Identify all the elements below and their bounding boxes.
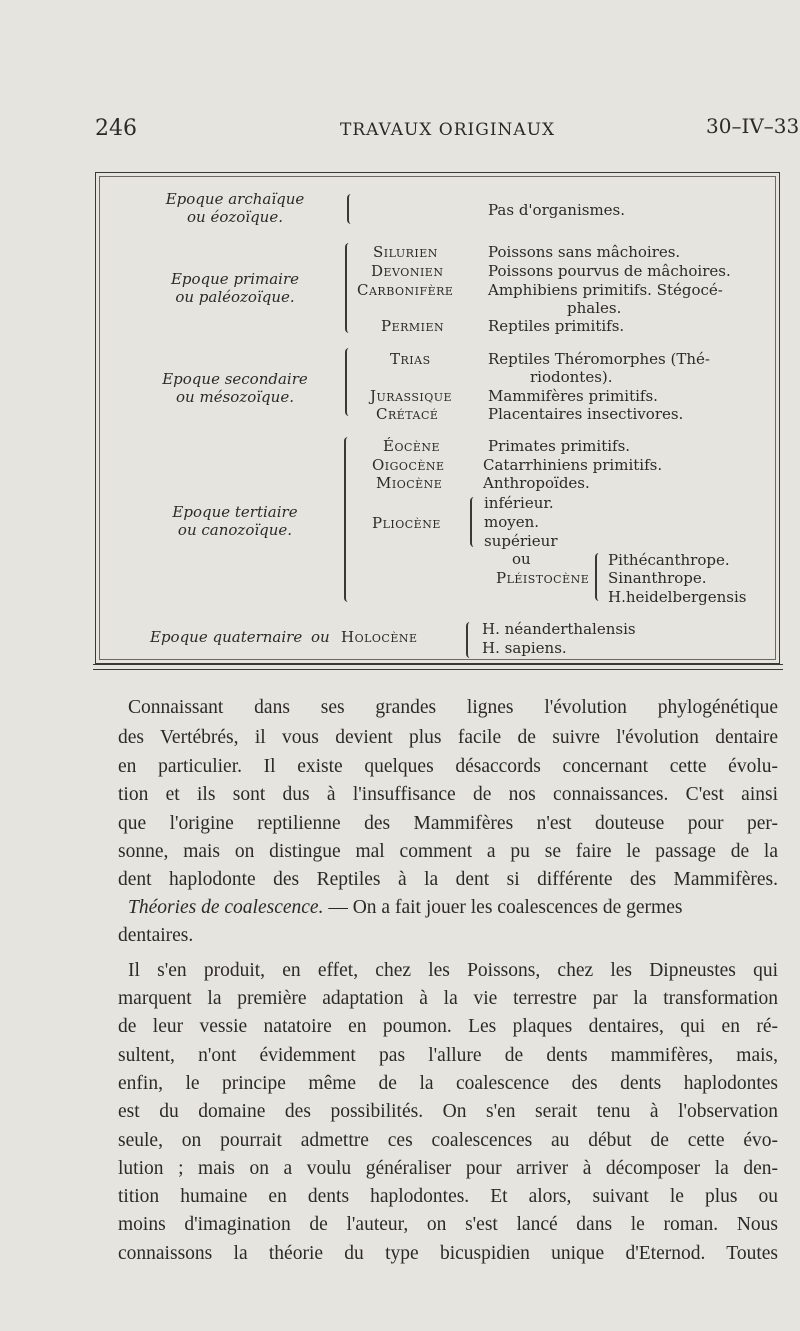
period-permien: Permien (381, 317, 445, 335)
period-oligocene: Oigocène (372, 456, 445, 474)
desc-line: Primates primitifs. (488, 437, 631, 455)
hominid: Pithécanthrope. (608, 551, 730, 569)
brace (466, 622, 474, 658)
period-devonien: Devonien (371, 262, 444, 280)
epoch-primary-label-1: Epoque primaire (170, 270, 300, 288)
pliocene-part: inférieur. (484, 494, 554, 512)
epoch-tertiary-label-2: ou canozoïque. (177, 521, 293, 539)
desc-line: riodontes). (530, 368, 613, 386)
brace (345, 348, 353, 416)
species: H. sapiens. (482, 639, 567, 657)
period-cretace: Crétacé (376, 405, 439, 423)
text-line: marquent la première adaptation à la vie terrestre par la transformation (118, 988, 778, 1009)
section-rest: — On a fait jouer les coalescences de germes (323, 897, 683, 918)
desc-line: Poissons pourvus de mâchoires. (488, 262, 731, 280)
pliocene-or: ou (512, 550, 531, 568)
desc-line: Reptiles primitifs. (488, 317, 625, 335)
period-pleistocene: Pléistocène (496, 569, 590, 587)
epoch-primary-label-2: ou paléozoïque. (175, 288, 295, 306)
section-heading-line (128, 897, 778, 919)
text-line: des Vertébrés, il vous devient plus facile de suivre l'évolution dentaire (118, 727, 778, 748)
pliocene-part: moyen. (484, 513, 540, 531)
desc-line: phales. (567, 299, 622, 317)
epoch-archaic-label-1: Epoque archaïque (165, 190, 305, 208)
running-title: TRAVAUX ORIGINAUX (340, 120, 556, 140)
period-pliocene: Pliocène (372, 514, 441, 532)
period-eocene: Éocène (383, 437, 441, 455)
desc-line: Catarrhiniens primitifs. (483, 456, 663, 474)
epoch-secondary-label-2: ou mésozoïque. (176, 388, 294, 406)
quaternary-ou: ou (311, 628, 330, 646)
brace (345, 243, 353, 333)
text-line: moins d'imagination de l'auteur, on s'est lancé dans le roman. Nous (118, 1214, 778, 1235)
archaic-description: Pas d'organismes. (488, 201, 626, 219)
text-line: tition humaine en dents haplodontes. Et alors, suivant le plus ou (118, 1186, 778, 1207)
hominid: Sinanthrope. (608, 569, 707, 587)
pliocene-part: supérieur (484, 532, 558, 550)
period-jurassique: Jurassique (370, 387, 453, 405)
period-trias: Trias (390, 350, 431, 368)
epoch-secondary-label-1: Epoque secondaire (162, 370, 308, 388)
text-line: lution ; mais on a voulu généraliser pour arriver à décomposer la den- (118, 1158, 778, 1179)
period-miocene: Miocène (376, 474, 443, 492)
text-line: sonne, mais on distingue mal comment a pu se faire le passage de la (118, 841, 778, 862)
epoch-quaternary-label: Epoque quaternaire (150, 628, 303, 646)
period-carbonifere: Carbonifère (357, 281, 454, 299)
brace (470, 497, 478, 547)
desc-line: Reptiles Théromorphes (Thé- (488, 350, 710, 368)
period-holocene: Holocène (341, 628, 418, 646)
text-line: enfin, le principe même de la coalescence des dents haplodontes (118, 1073, 778, 1094)
text-line: est du domaine des possibilités. On s'en serait tenu à l'observation (118, 1101, 778, 1122)
species: H. néanderthalensis (482, 620, 636, 638)
desc-line: Amphibiens primitifs. Stégocé- (488, 281, 723, 299)
text-line: dent haplodonte des Reptiles à la dent si différente des Mammifères. (118, 869, 778, 890)
table-bottom-rule-2 (93, 669, 783, 670)
brace (347, 194, 355, 224)
brace (595, 553, 603, 601)
text-line: Il s'en produit, en effet, chez les Poissons, chez les Dipneustes qui (128, 960, 778, 981)
period-silurien: Silurien (373, 243, 438, 261)
epoch-archaic-label-2: ou éozoïque. (186, 208, 283, 226)
desc-line: Mammifères primitifs. (488, 387, 658, 405)
text-line: seule, on pourrait admettre ces coalescences au début de cette évo- (118, 1130, 778, 1151)
text-line: dentaires. (118, 925, 194, 946)
header-date: 30–IV–33 (706, 114, 800, 138)
text-line: connaissons la théorie du type bicuspidien unique d'Eternod. Toutes (118, 1243, 778, 1264)
table-bottom-rule (93, 664, 783, 665)
text-line: Connaissant dans ses grandes lignes l'évolution phylogénétique (128, 697, 778, 718)
section-title: Théories de coalescence. (128, 897, 324, 918)
text-line: que l'origine reptilienne des Mammifères n'est douteuse pour per- (118, 813, 778, 834)
desc-line: Placentaires insectivores. (488, 405, 684, 423)
epoch-tertiary-label-1: Epoque tertiaire (172, 503, 298, 521)
text-line: de leur vessie natatoire en poumon. Les plaques dentaires, qui en ré- (118, 1016, 778, 1037)
text-line: sultent, n'ont évidemment pas l'allure de dents mammifères, mais, (118, 1045, 778, 1066)
page-number: 246 (95, 116, 137, 141)
desc-line: Anthropoïdes. (483, 474, 590, 492)
desc-line: Poissons sans mâchoires. (488, 243, 681, 261)
brace (344, 437, 352, 602)
hominid: H.heidelbergensis (608, 588, 747, 606)
text-line: en particulier. Il existe quelques désaccords concernant cette évolu- (118, 756, 778, 777)
text-line: tion et ils sont dus à l'insuffisance de nos connaissances. C'est ainsi (118, 784, 778, 805)
